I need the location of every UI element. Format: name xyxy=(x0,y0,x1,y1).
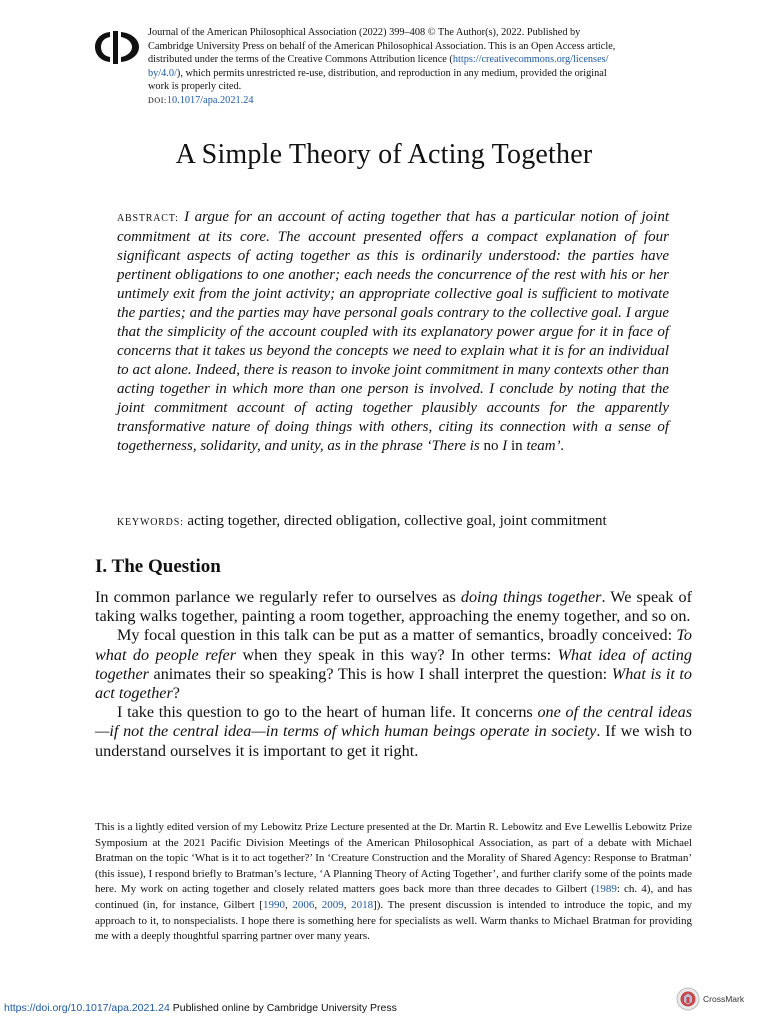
emphasis: What is it to act together xyxy=(95,664,692,703)
abstract-label: ABSTRACT: xyxy=(117,213,179,224)
text: My focal question in this talk can be put as a matter of semantics, broadly conceived: xyxy=(117,626,677,645)
emphasis: one of the central ideas—if not the central idea—in terms of which human beings operate in society xyxy=(95,703,692,741)
separator: , xyxy=(284,898,293,911)
citation-line-2: Cambridge University Press on behalf of the American Philosophical Association. This is an Open Access article, xyxy=(148,40,616,52)
text: . We speak of taking walks together, painting a room together, approaching the enemy together, and so on. xyxy=(95,588,692,626)
journal-citation xyxy=(148,26,692,108)
crossmark-icon xyxy=(676,987,700,1011)
doi-line xyxy=(148,94,692,108)
footnote xyxy=(95,820,692,945)
emphasis: doing things together xyxy=(460,588,602,606)
footnote-text: : ch. 4), and has continued (in, for instance, Gilbert [ xyxy=(95,883,692,911)
abstract-text: I argue for an account of acting together that has a particular notion of joint commitment at its core. The account presented offers a compact explanation of four significant aspects of acting together as this is ordinarily understood: the parties have pertinent obligations to one another; each needs the concurrence of the rest with his or her untimely exit from the joint activity; an appropriate collective goal is sufficient to motivate the parties; and the parties may have personal goals contrary to the collective goal. I argue that the simplicity of the account coupled with its explanatory power argue for it in face of concerns that it takes us beyond the concepts we need to explain what it is for an individual to act alone. Indeed, there is reason to invoke joint commitment in many contexts other than acting together in which more than one person is involved. I conclude by noting that the joint commitment account of acting together plausibly accounts for the apparently transformative nature of doing things with others, citing its connection with a sense of togetherness, solidarity, and unity, as in the phrase ‘There is xyxy=(117,209,669,454)
footer-published-text: Published online by Cambridge University Press xyxy=(169,1002,397,1014)
abstract xyxy=(117,208,669,456)
emphasis: To what do people refer xyxy=(95,626,692,664)
citation-text: distributed under the terms of the Creative Commons Attribution licence ( xyxy=(148,54,453,66)
doi-label: DOI: xyxy=(148,95,167,105)
citation-line-4 xyxy=(148,67,692,81)
section-heading: I. The Question xyxy=(95,556,221,577)
citation-line-5: work is properly cited. xyxy=(148,81,242,93)
footnote-text: This is a lightly edited version of my Lebowitz Prize Lecture presented at the Dr. Martin R. Lebowitz and Eve Lewellis Lebowitz Prize Symposium at the 2021 Pacific Division Meetings of the American Philosophical Association, as part of a debate with Michael Bratman on the topic ‘What is it to act together?’ In ‘Creature Construction and the Morality of Shared Agency: Response to Bratman’ (this issue), I respond briefly to Bratman’s lecture, ‘A Planning Theory of Acting Together’, and further clarify some of the points made here. My work on acting together and closely related matters goes back more than three decades to Gilbert ( xyxy=(95,821,692,896)
citation-line-1: Journal of the American Philosophical Association (2022) 399–408 © The Author(s), 2022. Published by xyxy=(148,27,581,38)
crossmark-label: CrossMark xyxy=(703,994,745,1004)
abstract-text-between: I xyxy=(498,438,512,454)
citation-link[interactable]: 2009 xyxy=(321,898,344,911)
abstract-text-end: team’. xyxy=(522,438,565,454)
crossmark-badge[interactable] xyxy=(676,986,766,1012)
paragraph-2 xyxy=(95,626,692,703)
keywords-text: acting together, directed obligation, collective goal, joint commitment xyxy=(187,513,607,529)
cambridge-logo-icon xyxy=(94,30,140,64)
license-link-cont[interactable]: by/4.0/ xyxy=(148,67,177,79)
citation-link[interactable]: 2018 xyxy=(351,898,374,911)
emphasis: What idea of acting together xyxy=(95,645,692,683)
keywords-label: KEYWORDS: xyxy=(117,517,184,528)
citation-link[interactable]: 1990 xyxy=(262,898,285,911)
footer-doi-link[interactable]: https://doi.org/10.1017/apa.2021.24 xyxy=(4,1002,170,1014)
article-title: A Simple Theory of Acting Together xyxy=(175,139,593,170)
citation-link[interactable]: 2006 xyxy=(292,898,315,911)
abstract-roman-in: in xyxy=(511,438,523,454)
keywords xyxy=(117,512,697,532)
separator: , xyxy=(343,898,352,911)
doi-link[interactable]: 10.1017/apa.2021.24 xyxy=(166,94,254,106)
text: I take this question to go to the heart of human life. It concerns xyxy=(117,703,538,722)
text: ? xyxy=(172,684,180,703)
citation-link[interactable]: 1989 xyxy=(594,883,617,896)
paragraph-3 xyxy=(95,703,692,761)
text: In common parlance we regularly refer to ourselves as xyxy=(95,588,461,606)
license-link[interactable]: https://creativecommons.org/licenses/ xyxy=(452,54,609,66)
page-footer xyxy=(4,1002,397,1014)
text: animates their so speaking? This is how I shall interpret the question: xyxy=(148,664,612,683)
footnote-text: ]). The present discussion is intended to introduce the topic, and my approach to it, to nonspecialists. I hope there is something here for specialists as well. Warm thanks to Michael Bratman for providing me with a deeply thoughtful sparring partner over many years. xyxy=(95,898,693,943)
text: when they speak in this way? In other terms: xyxy=(236,645,558,664)
separator: , xyxy=(314,898,322,911)
body-text xyxy=(95,588,692,761)
text: . If we wish to understand ourselves it is important to get it right. xyxy=(95,722,693,760)
citation-line-3 xyxy=(148,53,692,67)
abstract-roman-no: no xyxy=(483,438,499,454)
paragraph-1 xyxy=(95,588,692,626)
citation-text: ), which permits unrestricted re-use, distribution, and reproduction in any medium, provided the original xyxy=(176,67,607,79)
